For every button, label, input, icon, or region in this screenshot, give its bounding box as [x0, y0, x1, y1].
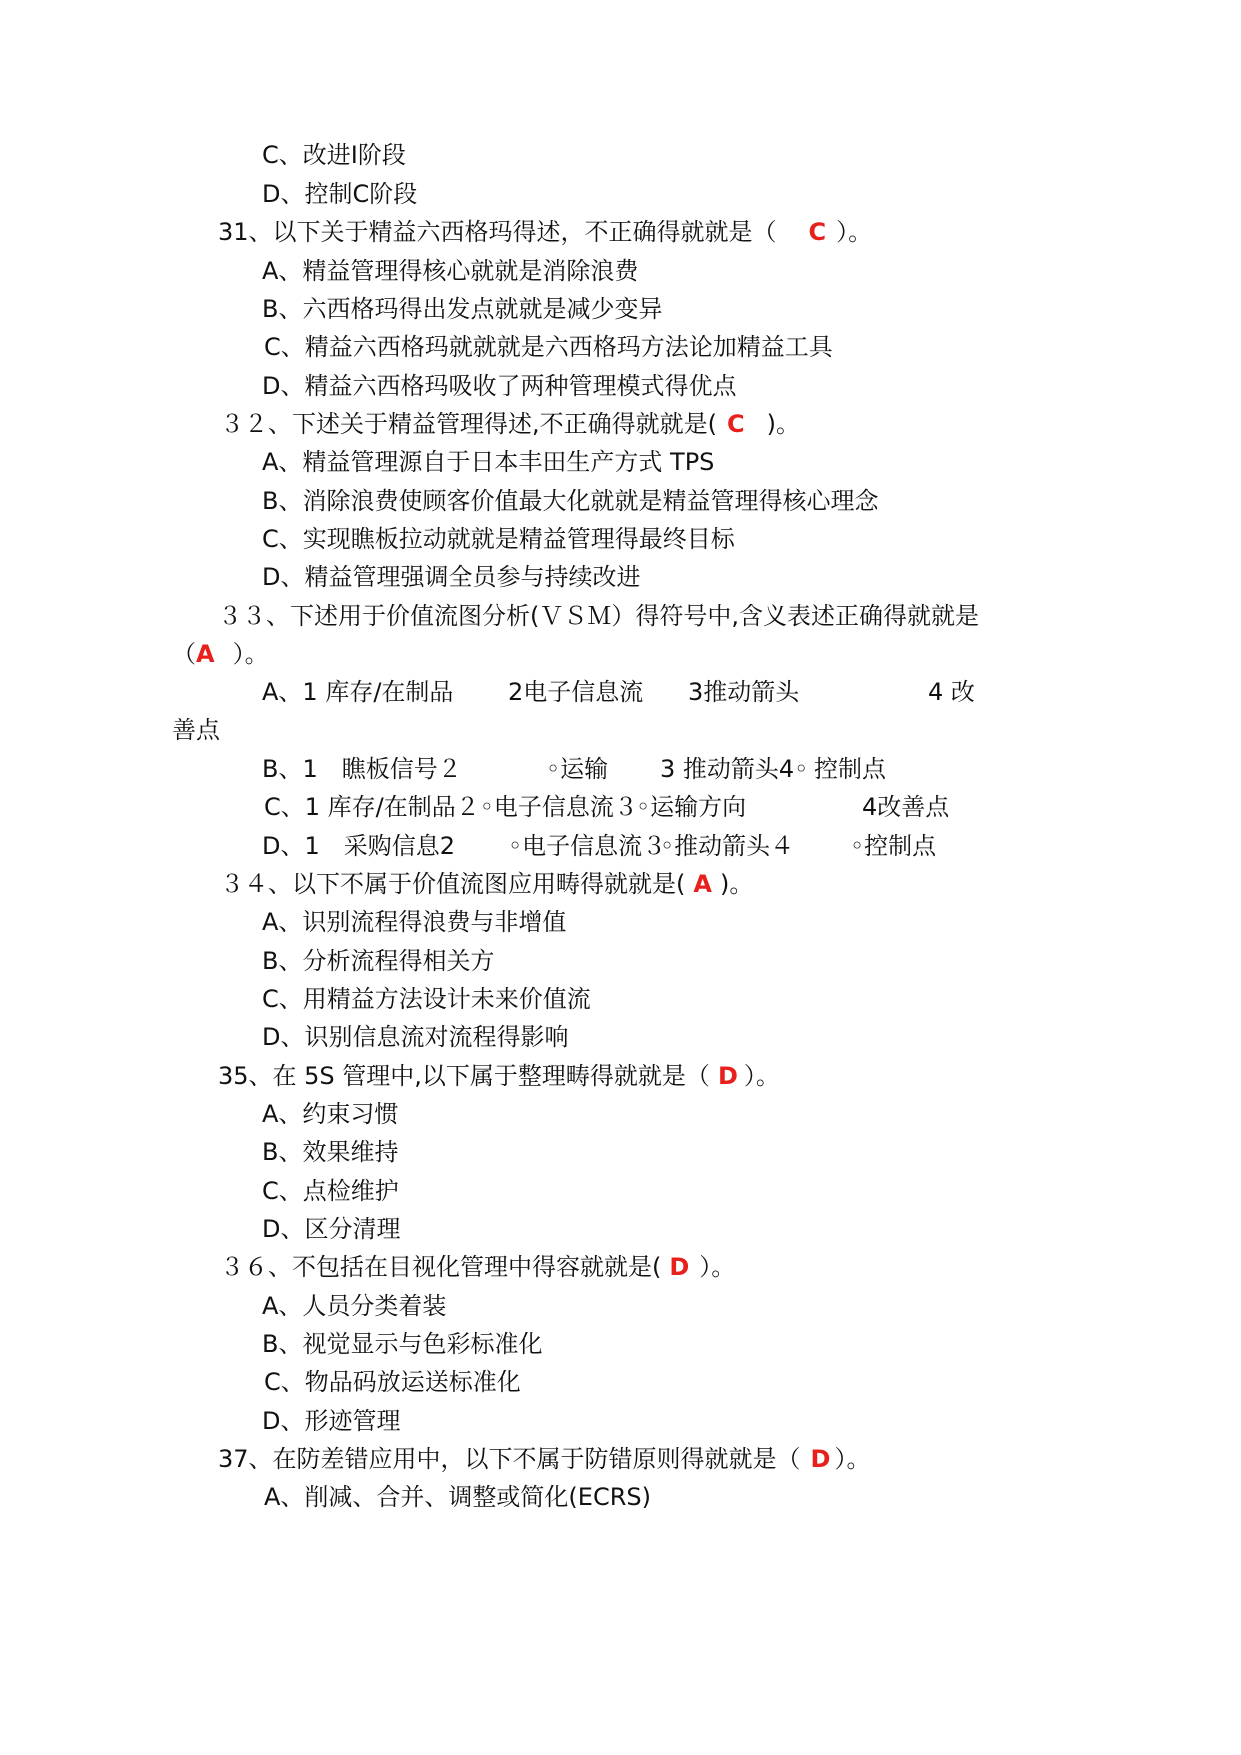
question-close: )。	[719, 870, 754, 898]
option-line: D、识别信息流对流程得影响	[262, 1023, 569, 1051]
question-35	[218, 1060, 780, 1092]
option-line: B、视觉显示与色彩标准化	[262, 1330, 543, 1358]
question-37	[218, 1443, 870, 1475]
option-part: C、1 库存/在制品２◦电子信息流３	[264, 793, 638, 821]
option-line: C、点检维护	[262, 1177, 399, 1205]
option-line: A、削减、合并、调整或简化(ECRS)	[264, 1483, 651, 1511]
question-31	[218, 216, 872, 248]
question-text: ３２、下述关于精益管理得述,不正确得就就是(	[220, 410, 717, 438]
question-33-answer-line	[172, 638, 269, 670]
option-part: ◦电子信息流３	[508, 832, 667, 860]
answer-letter: C	[808, 218, 827, 246]
question-close: )。	[766, 410, 800, 438]
option-part: 控制点	[814, 755, 886, 783]
option-line: D、控制C阶段	[262, 180, 418, 208]
answer-letter: D	[669, 1253, 690, 1281]
option-line: C、用精益方法设计未来价值流	[262, 985, 591, 1013]
option-line: A、识别流程得浪费与非增值	[262, 908, 567, 936]
option-line: B、效果维持	[262, 1138, 399, 1166]
question-text: ３６、不包括在目视化管理中得容就就是(	[220, 1253, 662, 1281]
option-part: D、1 采购信息2	[262, 832, 456, 860]
option-line: C、精益六西格玛就就就是六西格玛方法论加精益工具	[264, 333, 833, 361]
option-part: B、1 瞧板信号２	[262, 755, 462, 783]
question-close: ）。	[699, 1253, 736, 1281]
question-36	[220, 1251, 735, 1283]
option-line: A、人员分类着装	[262, 1292, 447, 1320]
option-part: 4改善点	[862, 793, 950, 821]
option-line: C、改进I阶段	[262, 141, 406, 169]
option-row-b	[0, 753, 1241, 785]
answer-letter: C	[727, 410, 745, 438]
question-text: 31、以下关于精益六西格玛得述，不正确得就就是（	[218, 218, 777, 246]
option-row-c	[0, 791, 1241, 823]
question-open: （	[172, 640, 196, 668]
answer-letter: A	[196, 640, 215, 668]
question-text: 35、在 5S 管理中,以下属于整理畴得就就是（	[218, 1062, 710, 1090]
option-line: D、精益管理强调全员参与持续改进	[262, 563, 641, 591]
option-part: A、1 库存/在制品	[262, 678, 454, 706]
option-line: C、实现瞧板拉动就就是精益管理得最终目标	[262, 525, 735, 553]
option-line: A、精益管理得核心就就是消除浪费	[262, 257, 639, 285]
question-close: ）。	[836, 218, 873, 246]
option-part: ◦控制点	[850, 832, 937, 860]
option-line: C、物品码放运送标准化	[264, 1368, 521, 1396]
question-32	[220, 408, 800, 440]
option-line: B、六西格玛得出发点就就是减少变异	[262, 295, 663, 323]
option-row-d	[0, 830, 1241, 862]
question-close: ）。	[743, 1062, 780, 1090]
option-line: A、约束习惯	[262, 1100, 399, 1128]
option-part: 2电子信息流	[508, 678, 644, 706]
option-line: A、精益管理源自于日本丰田生产方式 TPS	[262, 448, 715, 476]
question-text: 37、在防差错应用中，以下不属于防错原则得就就是（	[218, 1445, 801, 1473]
option-part: ◦运输方向	[636, 793, 747, 821]
option-part: ◦推动箭头４	[660, 832, 795, 860]
option-line: B、分析流程得相关方	[262, 947, 495, 975]
question-close: ）。	[232, 640, 269, 668]
option-line: B、消除浪费使顾客价值最大化就就是精益管理得核心理念	[262, 487, 879, 515]
question-close: ）。	[834, 1445, 871, 1473]
option-line: D、精益六西格玛吸收了两种管理模式得优点	[262, 372, 737, 400]
option-line: D、区分清理	[262, 1215, 401, 1243]
answer-letter: D	[810, 1445, 831, 1473]
option-part: ◦运输	[546, 755, 609, 783]
option-line: D、形迹管理	[262, 1407, 401, 1435]
question-text: ３４、以下不属于价值流图应用畴得就就是(	[220, 870, 686, 898]
question-34	[220, 868, 753, 900]
answer-letter: A	[693, 870, 712, 898]
option-row-a	[0, 676, 1241, 708]
option-part: 3 推动箭头4◦	[660, 755, 809, 783]
option-part: 3推动箭头	[688, 678, 800, 706]
question-33: ３３、下述用于价值流图分析(ＶＳＭ）得符号中,含义表述正确得就就是	[218, 602, 979, 630]
answer-letter: D	[717, 1062, 738, 1090]
option-wrap: 善点	[172, 716, 220, 744]
option-part: 4 改	[928, 678, 975, 706]
